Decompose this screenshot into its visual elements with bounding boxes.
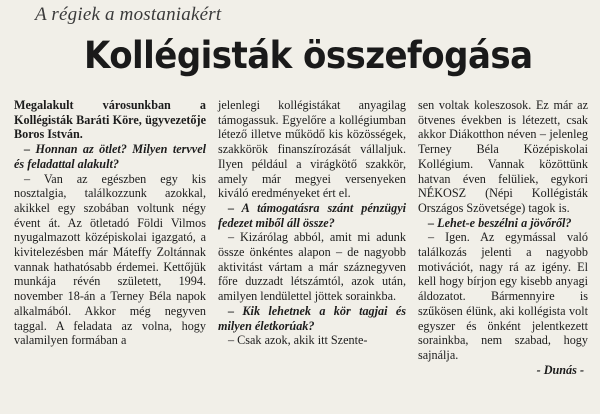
answer-3: – Csak azok, akik itt Szente- <box>228 333 368 348</box>
answer-4: – Igen. Az egymással való találkozás jelenti a nagyobb motivációt, nagy rá az igény. El kell hogy bírjon egy kisebb anyagi áldozatot. Bármennyire is szűkösen élünk, aki kollégista volt egyszer és önként jelentkezett sorainkba, nem szabad, hogy sajnálja. <box>418 230 588 362</box>
headline: Kollégisták összefogása <box>84 34 533 77</box>
answer-1: – Van az egészben egy kis nosztalgia, találkozzunk azokkal, akikkel egy szobában voltunk négy évent át. Az ötletadó Földi Vilmos nyugalmazott középiskolai igazgató, a kivitelezésben már Máteffy Zoltánnak vannak hathatósabb érdemei. Kettőjük munkája révén született, 1994. november 18-án a Terney Béla napok alkalmából. Akkor még negyven taggal. A feladata az volna, hogy valamilyen formában a <box>14 171 206 348</box>
column-3 <box>418 98 588 377</box>
answer-1-continued: jelenlegi kollégistákat anyagilag támogassuk. Egyelőre a kollégiumban létező illetve működő kis közösségek, szakkörök finanszírozását vállaljuk. Ilyen például a virágkötő szakkör, amely már megyei versenyeken kiváló eredményeket ért el. <box>218 98 406 201</box>
author-signature: - Dunás - <box>536 362 584 377</box>
answer-3-continued: sen voltak koleszosok. Ez már az ötvenes években is létezett, csak akkor Diákotthon néven – jelenleg Terney Béla Középiskolai Kollégium. Vannak közöttünk hatvan éven felüliek, egykori NÉKOSZ (Népi Kollégisták Országos Szövetsége) tagok is. <box>418 98 588 215</box>
lead-paragraph: Megalakult városunkban a Kollégisták Baráti Köre, ügyvezetője Boros István. <box>14 98 206 142</box>
column-1 <box>14 98 206 348</box>
question-3: – Kik lehetnek a kör tagjai és milyen életkorúak? <box>218 303 406 333</box>
question-1: – Honnan az ötlet? Milyen tervvel és feladattal alakult? <box>14 142 206 171</box>
question-4: – Lehet-e beszélni a jövőről? <box>428 215 572 230</box>
question-2: – A támogatásra szánt pénzügyi fedezet miből áll össze? <box>218 200 406 230</box>
column-2 <box>218 98 406 348</box>
kicker: A régiek a mostaniakért <box>35 4 222 25</box>
answer-2: – Kizárólag abból, amit mi adunk össze önkéntes alapon – de nagyobb aktivitást vártam a már száznegyven főre duzzadt létszámtól, azok után, amilyen lendülettel jöttek sorainkba. <box>218 230 406 304</box>
